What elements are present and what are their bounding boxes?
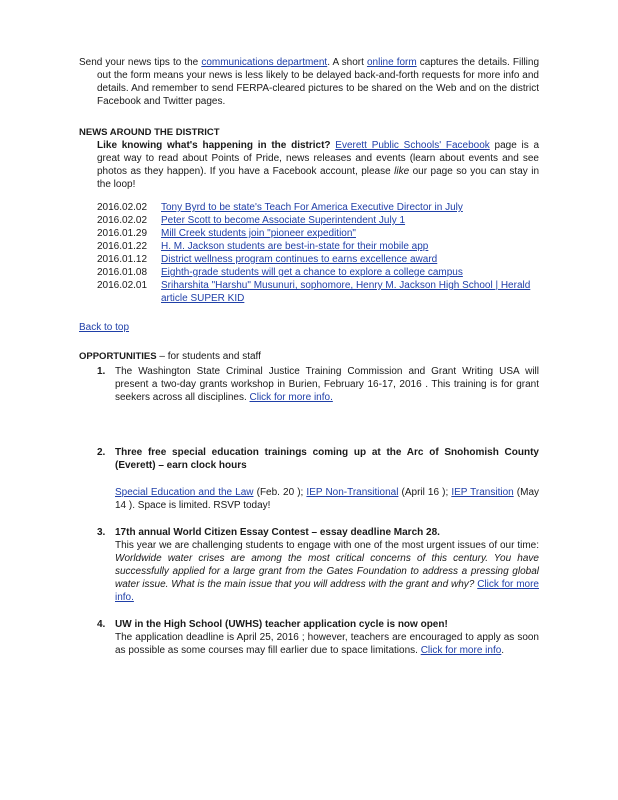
more-info-link[interactable]: Click for more info. bbox=[249, 392, 333, 403]
back-to-top-link[interactable]: Back to top bbox=[79, 322, 130, 333]
news-item bbox=[97, 240, 539, 253]
news-link[interactable]: Tony Byrd to be state's Teach For America Executive Director in July bbox=[161, 202, 463, 213]
opportunities-list bbox=[79, 365, 539, 657]
opportunity-item bbox=[79, 618, 539, 657]
news-lead-text: page is a great way to read about Points of Pride, news releases and events (learn about events and see photos as they happen). If you have a Facebook account, please bbox=[97, 140, 540, 177]
news-lead-end: our page so you can stay in the loop! bbox=[97, 166, 540, 190]
news-link[interactable]: Sriharshita "Harshu" Musunuri, sophomore, Henry M. Jackson High School | Herald article SUPER KID bbox=[161, 280, 531, 304]
opportunity-body: This year we are challenging students to engage with one of the most urgent issues of our time: bbox=[115, 540, 539, 551]
special-education-law-link[interactable]: Special Education and the Law bbox=[115, 487, 254, 498]
iep-non-transitional-link[interactable]: IEP Non-Transitional bbox=[306, 487, 399, 498]
opportunity-text bbox=[115, 365, 539, 404]
opportunity-body: The application deadline is April 25, 2016 ; however, teachers are encouraged to apply as soon as possible as some courses may fill earlier due to space limitations. bbox=[115, 632, 539, 656]
opportunity-essay-prompt: Worldwide water crises are among the most critical concerns of this century. You have successfully applied for a large grant from the Gates Foundation to address a pressing global water issue. What is the main issue that you will address with the grant and why? bbox=[115, 553, 539, 590]
more-info-link[interactable]: Click for more info bbox=[420, 645, 502, 656]
spacer bbox=[79, 512, 539, 526]
opportunity-item bbox=[79, 365, 539, 404]
news-item bbox=[97, 253, 539, 266]
item-number: 3. bbox=[97, 527, 106, 538]
more-info-link[interactable]: Click for more info. bbox=[115, 579, 539, 603]
news-heading: NEWS AROUND THE DISTRICT bbox=[79, 127, 220, 138]
opportunity-text bbox=[115, 539, 539, 604]
item-number: 4. bbox=[97, 619, 106, 630]
news-item bbox=[97, 201, 539, 214]
news-link[interactable]: District wellness program continues to earns excellence award bbox=[161, 254, 438, 265]
opportunity-item bbox=[79, 446, 539, 512]
news-date: 2016.01.29 bbox=[97, 228, 148, 239]
iep-transition-link[interactable]: IEP Transition bbox=[451, 487, 514, 498]
news-date: 2016.02.02 bbox=[97, 215, 148, 226]
opportunity-title: Three free special education trainings coming up at the Arc of Snohomish County (Everett) – earn clock hours bbox=[115, 447, 539, 471]
news-date: 2016.02.02 bbox=[97, 202, 148, 213]
spacer bbox=[79, 404, 539, 446]
news-item bbox=[97, 214, 539, 227]
intro-text-2: . A short bbox=[327, 57, 367, 68]
spacer bbox=[115, 472, 539, 486]
news-date: 2016.01.08 bbox=[97, 267, 148, 278]
opportunity-date-c: (May 14 ). Space is limited. RSVP today! bbox=[115, 487, 540, 511]
opportunity-text bbox=[115, 486, 539, 512]
opportunity-body: The Washington State Criminal Justice Training Commission and Grant Writing USA will present a two-day grants workshop in Burien, February 16-17, 2016 . This training is for grant seekers across all disciplines. bbox=[115, 366, 539, 403]
item-number: 1. bbox=[97, 366, 106, 377]
online-form-link[interactable]: online form bbox=[366, 57, 417, 68]
newsletter-page bbox=[79, 56, 539, 657]
opportunity-item bbox=[79, 526, 539, 604]
news-item bbox=[97, 227, 539, 240]
intro-paragraph bbox=[79, 56, 539, 108]
news-item bbox=[97, 266, 539, 279]
news-list bbox=[79, 201, 539, 305]
opportunity-end: . bbox=[501, 645, 505, 656]
opportunity-title: 17th annual World Citizen Essay Contest – essay deadline March 28. bbox=[115, 527, 440, 538]
news-item bbox=[97, 279, 539, 305]
news-lead-paragraph bbox=[79, 139, 539, 191]
opportunities-heading-row bbox=[79, 350, 539, 363]
opportunity-date-a: (Feb. 20 ); bbox=[253, 487, 307, 498]
news-link[interactable]: Eighth-grade students will get a chance to explore a college campus bbox=[161, 267, 463, 278]
item-number: 2. bbox=[97, 447, 106, 458]
opportunity-title: UW in the High School (UWHS) teacher application cycle is now open! bbox=[115, 619, 448, 630]
news-date: 2016.02.01 bbox=[97, 280, 148, 291]
news-link[interactable]: Peter Scott to become Associate Superintendent July 1 bbox=[161, 215, 406, 226]
opportunity-date-b: (April 16 ); bbox=[398, 487, 452, 498]
news-date: 2016.01.22 bbox=[97, 241, 148, 252]
facebook-link[interactable]: Everett Public Schools' Facebook bbox=[335, 140, 490, 151]
opportunities-heading: OPPORTUNITIES bbox=[79, 351, 157, 362]
opportunities-subheading: – for students and staff bbox=[156, 351, 261, 362]
news-lead-like: like bbox=[394, 166, 410, 177]
communications-department-link[interactable]: communications department bbox=[201, 57, 328, 68]
news-date: 2016.01.12 bbox=[97, 254, 148, 265]
news-link[interactable]: H. M. Jackson students are best-in-state for their mobile app bbox=[161, 241, 429, 252]
intro-text-1: Send your news tips to the bbox=[79, 57, 202, 68]
news-lead-question: Like knowing what's happening in the district? bbox=[97, 140, 331, 151]
spacer bbox=[79, 604, 539, 618]
news-link[interactable]: Mill Creek students join "pioneer expedition" bbox=[161, 228, 356, 239]
opportunity-text bbox=[115, 631, 539, 657]
intro-text-3: captures the details. Filling out the form means your news is less likely to be delayed back-and-forth requests for more info and details. And remember to send FERPA-cleared pictures to be shared on the Web and on the district Facebook and Twitter pages. bbox=[97, 57, 540, 107]
